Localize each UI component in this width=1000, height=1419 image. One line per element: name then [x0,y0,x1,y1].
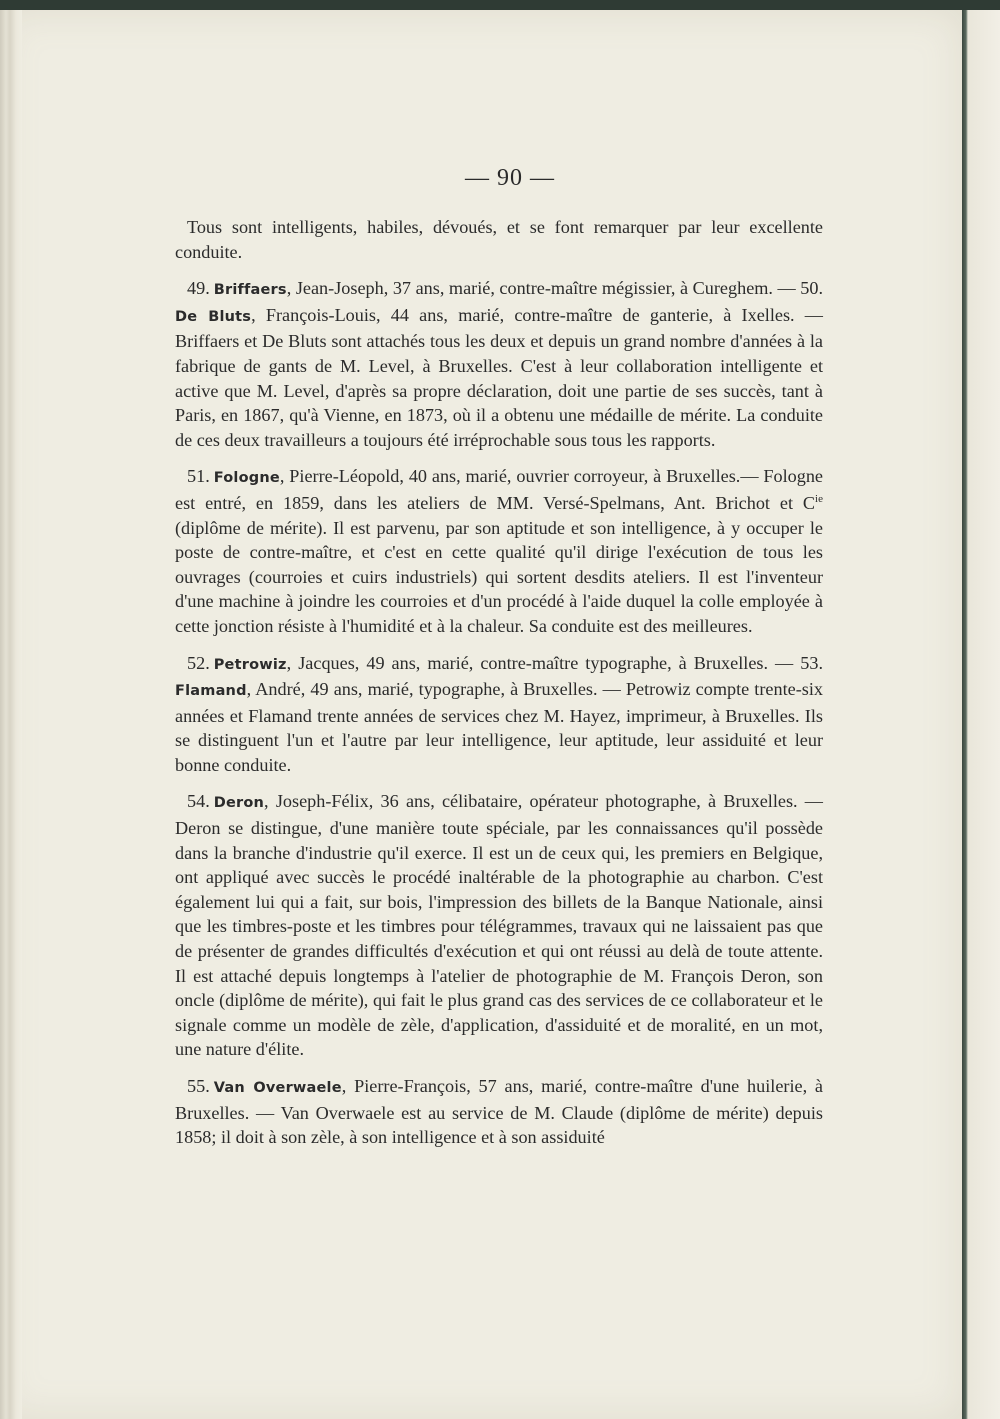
entry-name: Petrowiz [213,656,287,673]
paragraph-entry-54 [175,789,823,1062]
paragraph-entry-51 [175,464,823,638]
paragraph-intro [175,215,823,264]
entry-text-continued: (diplôme de mérite). Il est parvenu, par son aptitude et son intelligence, à y occuper le poste de contre-maître, et c'est en cette qualité qu'il dirige l'exécution de tous les ouvrages (courroies et cuirs industriels) qui sortent desdits ateliers. Il est l'inventeur d'une machine à joindre les courroies et d'un procédé à l'aide duquel la colle employée à cette jonction résiste à l'humidité et à la chaleur. Sa conduite est des meilleures. [175,517,823,636]
entry-text: , Pierre-Léopold, 40 ans, marié, ouvrier corroyeur, à Bruxelles.— Fologne est entré, en 1859, dans les ateliers de MM. Versé-Spelmans, Ant. Brichot et C [175,466,823,513]
entry-number: 52. [187,652,210,673]
entry-text: , Jean-Joseph, 37 ans, marié, contre-maître mégissier, à Cureghem. — 50. [286,278,823,299]
entry-number: 51. [187,466,210,487]
entry-name: Briffaers [213,282,287,299]
paragraph-entry-55 [175,1074,823,1150]
entry-number: 55. [187,1076,210,1096]
entry-text: , Pierre-François, 57 ans, marié, contre-maître d'une huilerie, à Bruxelles. — Van Overwaele est au service de M. Claude (diplôme de mérite) depuis 1858; il doit à son zèle, à son intelligence et à son assiduité [175,1076,823,1148]
entry-name-secondary: Flamand [175,683,247,700]
paragraph-entry-52-53 [175,651,823,778]
entry-name: Fologne [213,470,280,487]
body-text [175,215,823,1162]
book-page [0,10,962,1419]
page-number: — 90 — [465,165,555,191]
entry-text-continued: , François-Louis, 44 ans, marié, contre-maître de ganterie, à Ixelles. — Briffaers et De Bluts sont attachés tous les deux et depuis un grand nombre d'années à la fabrique de gants de M. Level, à Bruxelles. C'est à leur collaboration intelligente et active que M. Level, d'après sa propre déclaration, doit une partie de ses succès, tant à Paris, en 1867, qu'à Vienne, en 1873, où il a obtenu une médaille de mérite. La conduite de ces deux travailleurs a toujours été irréprochable sous tous les rapports. [175,304,823,450]
page-right-edge [962,10,1000,1419]
paragraph-entry-49-50 [175,276,823,452]
entry-number: 49. [187,278,210,299]
entry-text-continued: , André, 49 ans, marié, typographe, à Bruxelles. — Petrowiz compte trente-six années et Flamand trente années de services chez M. Hayez, imprimeur, à Bruxelles. Ils se distinguent l'un et l'autre par leur intelligence, leur aptitude, leur assiduité et leur bonne conduite. [175,679,823,775]
page-binding-shadow [0,10,22,1419]
entry-name-secondary: De Bluts [175,308,252,325]
superscript-abbrev: ie [815,492,823,505]
entry-name: Van Overwaele [213,1080,342,1096]
entry-number: 54. [187,791,210,812]
entry-name: Deron [213,795,265,812]
entry-text: , Joseph-Félix, 36 ans, célibataire, opérateur photographe, à Bruxelles. — Deron se distingue, d'une manière toute spéciale, par les connaissances qu'il possède dans la branche d'industrie qu'il exerce. Il est un de ceux qui, les premiers en Belgique, ont appliqué avec succès le procédé inaltérable de la photographie au charbon. C'est également lui qui a fait, sur bois, l'impression des billets de la Banque Nationale, ainsi que les timbres-poste et les timbres pour télégrammes, travaux qui ne laissaient pas que de présenter de grandes difficultés d'exécution et qui ont réussi au delà de toute attente. Il est attaché depuis longtemps à l'atelier de photographie de M. François Deron, son oncle (diplôme de mérite), qui fait le plus grand cas des services de ce collaborateur et le signale comme un modèle de zèle, d'application, d'assiduité et de moralité, en un mot, une nature d'élite. [175,791,823,1060]
entry-text: , Jacques, 49 ans, marié, contre-maître typographe, à Bruxelles. — 53. [286,652,823,673]
paragraph-text: Tous sont intelligents, habiles, dévoués, et se font remarquer par leur excellente conduite. [175,217,823,262]
